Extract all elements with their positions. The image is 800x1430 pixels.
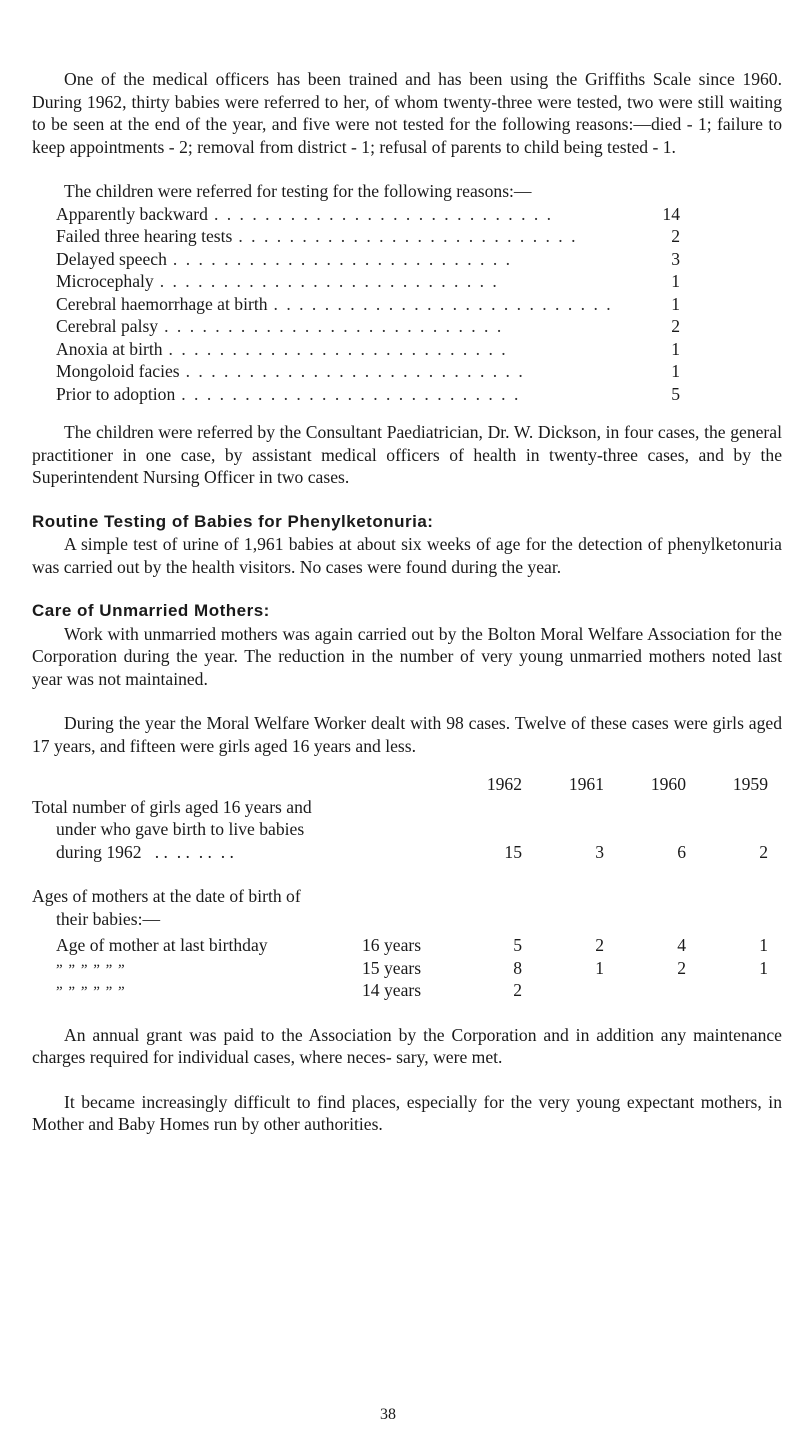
reason-count: 1 xyxy=(671,361,680,381)
year-header: 1962 xyxy=(486,774,522,794)
leader-dots: . . . . . . . . . . . . . . . . . . . . . . . . . . . xyxy=(238,226,578,246)
homes-paragraph: It became increasingly difficult to find places, especially for the very young expectant mothers, in Mother and Baby Homes run by other authorities. xyxy=(32,1091,782,1134)
total-label: under who gave birth to live babies xyxy=(56,819,305,839)
reason-row xyxy=(56,293,680,316)
grant-paragraph: An annual grant was paid to the Association by the Corporation and in addition any maintenance charges required for individual cases, where neces- sary, were met. xyxy=(32,1024,782,1067)
age-group: 15 years xyxy=(362,957,422,978)
ages-label: Ages of mothers at the date of birth of xyxy=(32,886,301,906)
leader-dots: . . . . . . . . . . . . . . . . . . . . . . . . . . . xyxy=(168,338,508,359)
reason-label: Cerebral haemorrhage at birth xyxy=(56,293,268,314)
reasons-list xyxy=(56,203,680,406)
total-values-row xyxy=(32,841,782,864)
total-label-row xyxy=(32,796,782,819)
reason-row xyxy=(56,315,680,338)
age-group: 14 years xyxy=(362,980,422,1000)
total-label: during 1962 xyxy=(56,841,142,862)
age-value: 1 xyxy=(759,935,768,955)
leader-dots: . . . . . . . . . . . . . . . . . . . . . . . . . . . xyxy=(159,271,499,291)
reason-label: Delayed speech xyxy=(56,248,167,269)
leader-dots: . . . . . . . . xyxy=(145,841,234,862)
unmarried-mothers-paragraph: Work with unmarried mothers was again carried out by the Bolton Moral Welfare Association for the Corporation during the year. The reduction in the number of very young unmarried mothers noted last year was not maintained. xyxy=(32,623,782,689)
mothers-statistics-table xyxy=(32,773,782,1002)
ages-label-row xyxy=(32,908,782,931)
age-value: 5 xyxy=(513,935,522,955)
reason-count: 14 xyxy=(662,203,680,224)
total-value: 6 xyxy=(677,841,686,862)
reason-count: 2 xyxy=(671,226,680,246)
reason-row xyxy=(56,270,680,293)
reason-row xyxy=(56,203,680,226)
reason-label: Apparently backward xyxy=(56,203,208,224)
leader-dots: . . . . . . . . . . . . . . . . . . . . . . . . . . . xyxy=(181,383,521,404)
reason-row xyxy=(56,383,680,406)
age-row xyxy=(32,979,782,1002)
reason-count: 1 xyxy=(671,271,680,291)
reason-label: Mongoloid facies xyxy=(56,361,180,381)
leader-dots: . . . . . . . . . . . . . . . . . . . . . . . . . . . xyxy=(273,293,613,314)
ages-label: their babies:— xyxy=(56,908,161,929)
age-row-label: ” ” ” ” ” ” xyxy=(56,961,126,978)
reason-row xyxy=(56,360,680,383)
year-header: 1959 xyxy=(732,774,768,794)
year-header: 1960 xyxy=(650,774,686,794)
reason-row xyxy=(56,338,680,361)
total-label-row xyxy=(32,818,782,841)
age-value: 1 xyxy=(595,957,604,978)
reason-count: 3 xyxy=(671,248,680,269)
age-row-label: Age of mother at last birthday xyxy=(56,935,268,955)
page-number: 38 xyxy=(380,1406,396,1423)
age-row-label: ” ” ” ” ” ” xyxy=(56,984,126,1000)
age-value: 2 xyxy=(595,935,604,955)
reason-label: Cerebral palsy xyxy=(56,316,159,336)
years-header-row xyxy=(32,773,782,796)
leader-dots: . . . . . . . . . . . . . . . . . . . . . . . . . . . xyxy=(185,361,525,381)
pku-paragraph: A simple test of urine of 1,961 babies at about six weeks of age for the detection of phenylketonuria was carried out by the health visitors. No cases were found during the year. xyxy=(32,534,782,577)
year-header: 1961 xyxy=(568,774,604,794)
griffiths-paragraph: One of the medical officers has been trained and has been using the Griffiths Scale since 1960. During 1962, thirty babies were referred to her, of whom twenty-three were tested, two were still waiting to be seen at the end of the year, and five were not tested for the following reasons:—died - 1; failure to keep appointments - 2; removal from district - 1; refusal of parents to child being tested - 1. xyxy=(32,69,782,157)
age-row xyxy=(32,957,782,980)
leader-dots: . . . . . . . . . . . . . . . . . . . . . . . . . . . xyxy=(164,316,504,336)
leader-dots: . . . . . . . . . . . . . . . . . . . . . . . . . . . xyxy=(213,203,554,224)
total-value: 2 xyxy=(759,841,768,862)
age-value: 8 xyxy=(513,957,522,978)
total-value: 3 xyxy=(595,841,604,862)
total-value: 15 xyxy=(504,841,522,862)
unmarried-mothers-heading: Care of Unmarried Mothers: xyxy=(32,601,270,620)
reason-count: 1 xyxy=(671,338,680,359)
age-value: 2 xyxy=(677,957,686,978)
age-value: 1 xyxy=(759,957,768,978)
reason-row xyxy=(56,248,680,271)
age-group: 16 years xyxy=(362,935,422,955)
moral-welfare-paragraph: During the year the Moral Welfare Worker dealt with 98 cases. Twelve of these cases were girls aged 17 years, and fifteen were girls aged 16 years and less. xyxy=(32,713,782,756)
pku-heading: Routine Testing of Babies for Phenylketonuria: xyxy=(32,511,434,531)
total-label: Total number of girls aged 16 years and xyxy=(32,796,312,817)
leader-dots: . . . . . . . . . . . . . . . . . . . . . . . . . . . xyxy=(172,248,513,269)
reason-count: 2 xyxy=(671,316,680,336)
reason-count: 1 xyxy=(671,293,680,314)
reason-row xyxy=(56,225,680,248)
reason-label: Prior to adoption xyxy=(56,383,176,404)
reason-label: Microcephaly xyxy=(56,271,154,291)
referred-by-paragraph: The children were referred by the Consultant Paediatrician, Dr. W. Dickson, in four cases, the general practitioner in one case, by assistant medical officers of health in twenty-three cases, and by the Superintendent Nursing Officer in two cases. xyxy=(32,422,782,487)
reason-label: Failed three hearing tests xyxy=(56,226,233,246)
reason-label: Anoxia at birth xyxy=(56,338,163,359)
age-row xyxy=(32,934,782,957)
document-page xyxy=(32,68,782,1136)
ages-label-row xyxy=(32,885,782,908)
reason-count: 5 xyxy=(671,383,680,404)
age-value: 2 xyxy=(513,980,522,1000)
reasons-intro: The children were referred for testing for the following reasons:— xyxy=(64,181,532,201)
age-value: 4 xyxy=(677,935,686,955)
